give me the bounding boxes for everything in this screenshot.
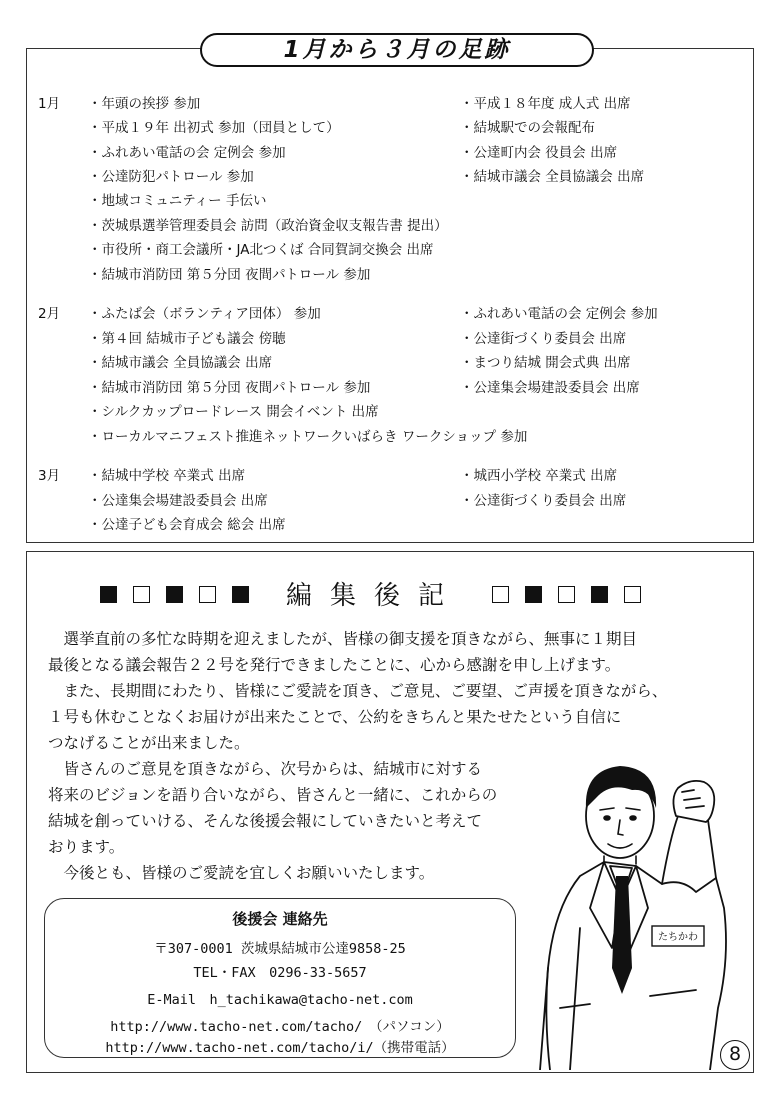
editorial-line: 皆さんのご意見を頂きながら、次号からは、結城市に対する [48,760,483,778]
list-item: ・公達集会場建設委員会 出席 [88,493,268,509]
list-item: ・結城市議会 全員協議会 出席 [460,169,645,185]
list-item: ・公達子ども会育成会 総会 出席 [88,517,286,533]
page-number: 8 [720,1040,750,1070]
list-item: ・市役所・商工会議所・JA北つくば 合同賀詞交換会 出席 [88,242,434,258]
editorial-line: おります。 [48,838,125,856]
list-item: ・シルクカップロードレース 開会イベント 出席 [88,404,379,420]
contact-address: 〒307-0001 茨城県結城市公達9858-25 [154,941,406,957]
contact-url-pc[interactable]: http://www.tacho-net.com/tacho/ （パソコン） [110,1019,450,1035]
list-item: ・ローカルマニフェスト推進ネットワークいばらき ワークショップ 参加 [88,429,528,445]
list-item: ・公達集会場建設委員会 出席 [460,380,640,396]
list-item: ・平成１９年 出初式 参加（団員として） [88,120,340,136]
editorial-header [0,581,780,611]
month-label: 1月 [38,96,61,112]
contact-box [44,898,516,1058]
editorial-line: 選挙直前の多忙な時期を迎えましたが、皆様の御支援を頂きながら、無事に１期目 [48,630,638,648]
list-item: ・第４回 結城市子ども議会 傍聴 [88,331,286,347]
editorial-title: 編集後記 [286,581,463,611]
contact-phone: TEL・FAX 0296-33-5657 [193,965,367,981]
list-item: ・年頭の挨拶 参加 [88,96,201,112]
list-item: ・ふれあい電話の会 定例会 参加 [88,145,286,161]
empty-square-icon [133,586,150,603]
list-item: ・結城市議会 全員協議会 出席 [88,355,273,371]
man-illustration [520,758,732,1070]
month-label: 3月 [38,468,61,484]
contact-email[interactable]: E-Mail h_tachikawa@tacho-net.com [147,992,413,1008]
list-item: ・平成１８年度 成人式 出席 [460,96,631,112]
activity-title: 1月から３月の足跡 [200,33,594,67]
empty-square-icon [558,586,575,603]
editorial-line: 結城を創っていける、そんな後援会報にしていきたいと考えて [48,812,483,830]
filled-square-icon [166,586,183,603]
list-item: ・結城駅での会報配布 [460,120,595,136]
list-item: ・ふれあい電話の会 定例会 参加 [460,306,658,322]
list-item: ・結城中学校 卒業式 出席 [88,468,246,484]
list-item: ・まつり結城 開会式典 出席 [460,355,631,371]
list-item: ・公達町内会 役員会 出席 [460,145,618,161]
editorial-line: 今後とも、皆様のご愛読を宜しくお願いいたします。 [48,864,435,882]
list-item: ・ふたば会（ボランティア団体） 参加 [88,306,321,322]
list-item: ・地域コミュニティー 手伝い [88,193,267,209]
contact-url-mobile[interactable]: http://www.tacho-net.com/tacho/i/（携帯電話） [105,1040,455,1056]
list-item: ・公達防犯パトロール 参加 [88,169,254,185]
editorial-line: 将来のビジョンを語り合いながら、皆さんと一緒に、これからの [48,786,498,804]
empty-square-icon [199,586,216,603]
filled-square-icon [525,586,542,603]
editorial-line: 最後となる議会報告２２号を発行できましたことに、心から感謝を申し上げます。 [48,656,621,674]
month-label: 2月 [38,306,61,322]
list-item: ・城西小学校 卒業式 出席 [460,468,618,484]
empty-square-icon [624,586,641,603]
name-badge-text: たちかわ [658,932,698,943]
editorial-line: つなげることが出来ました。 [48,734,250,752]
editorial-line: １号も休むことなくお届けが出来たことで、公約をきちんと果たせたという自信に [48,708,622,726]
filled-square-icon [232,586,249,603]
list-item: ・茨城県選挙管理委員会 訪問（政治資金収支報告書 提出） [88,218,448,234]
list-item: ・公達街づくり委員会 出席 [460,331,627,347]
list-item: ・結城市消防団 第５分団 夜間パトロール 参加 [88,380,371,396]
list-item: ・結城市消防団 第５分団 夜間パトロール 参加 [88,267,371,283]
list-item: ・公達街づくり委員会 出席 [460,493,627,509]
filled-square-icon [100,586,117,603]
contact-title: 後援会 連絡先 [232,910,328,928]
empty-square-icon [492,586,509,603]
filled-square-icon [591,586,608,603]
editorial-line: また、長期間にわたり、皆様にご愛読を頂き、ご意見、ご要望、ご声援を頂きながら、 [48,682,668,700]
